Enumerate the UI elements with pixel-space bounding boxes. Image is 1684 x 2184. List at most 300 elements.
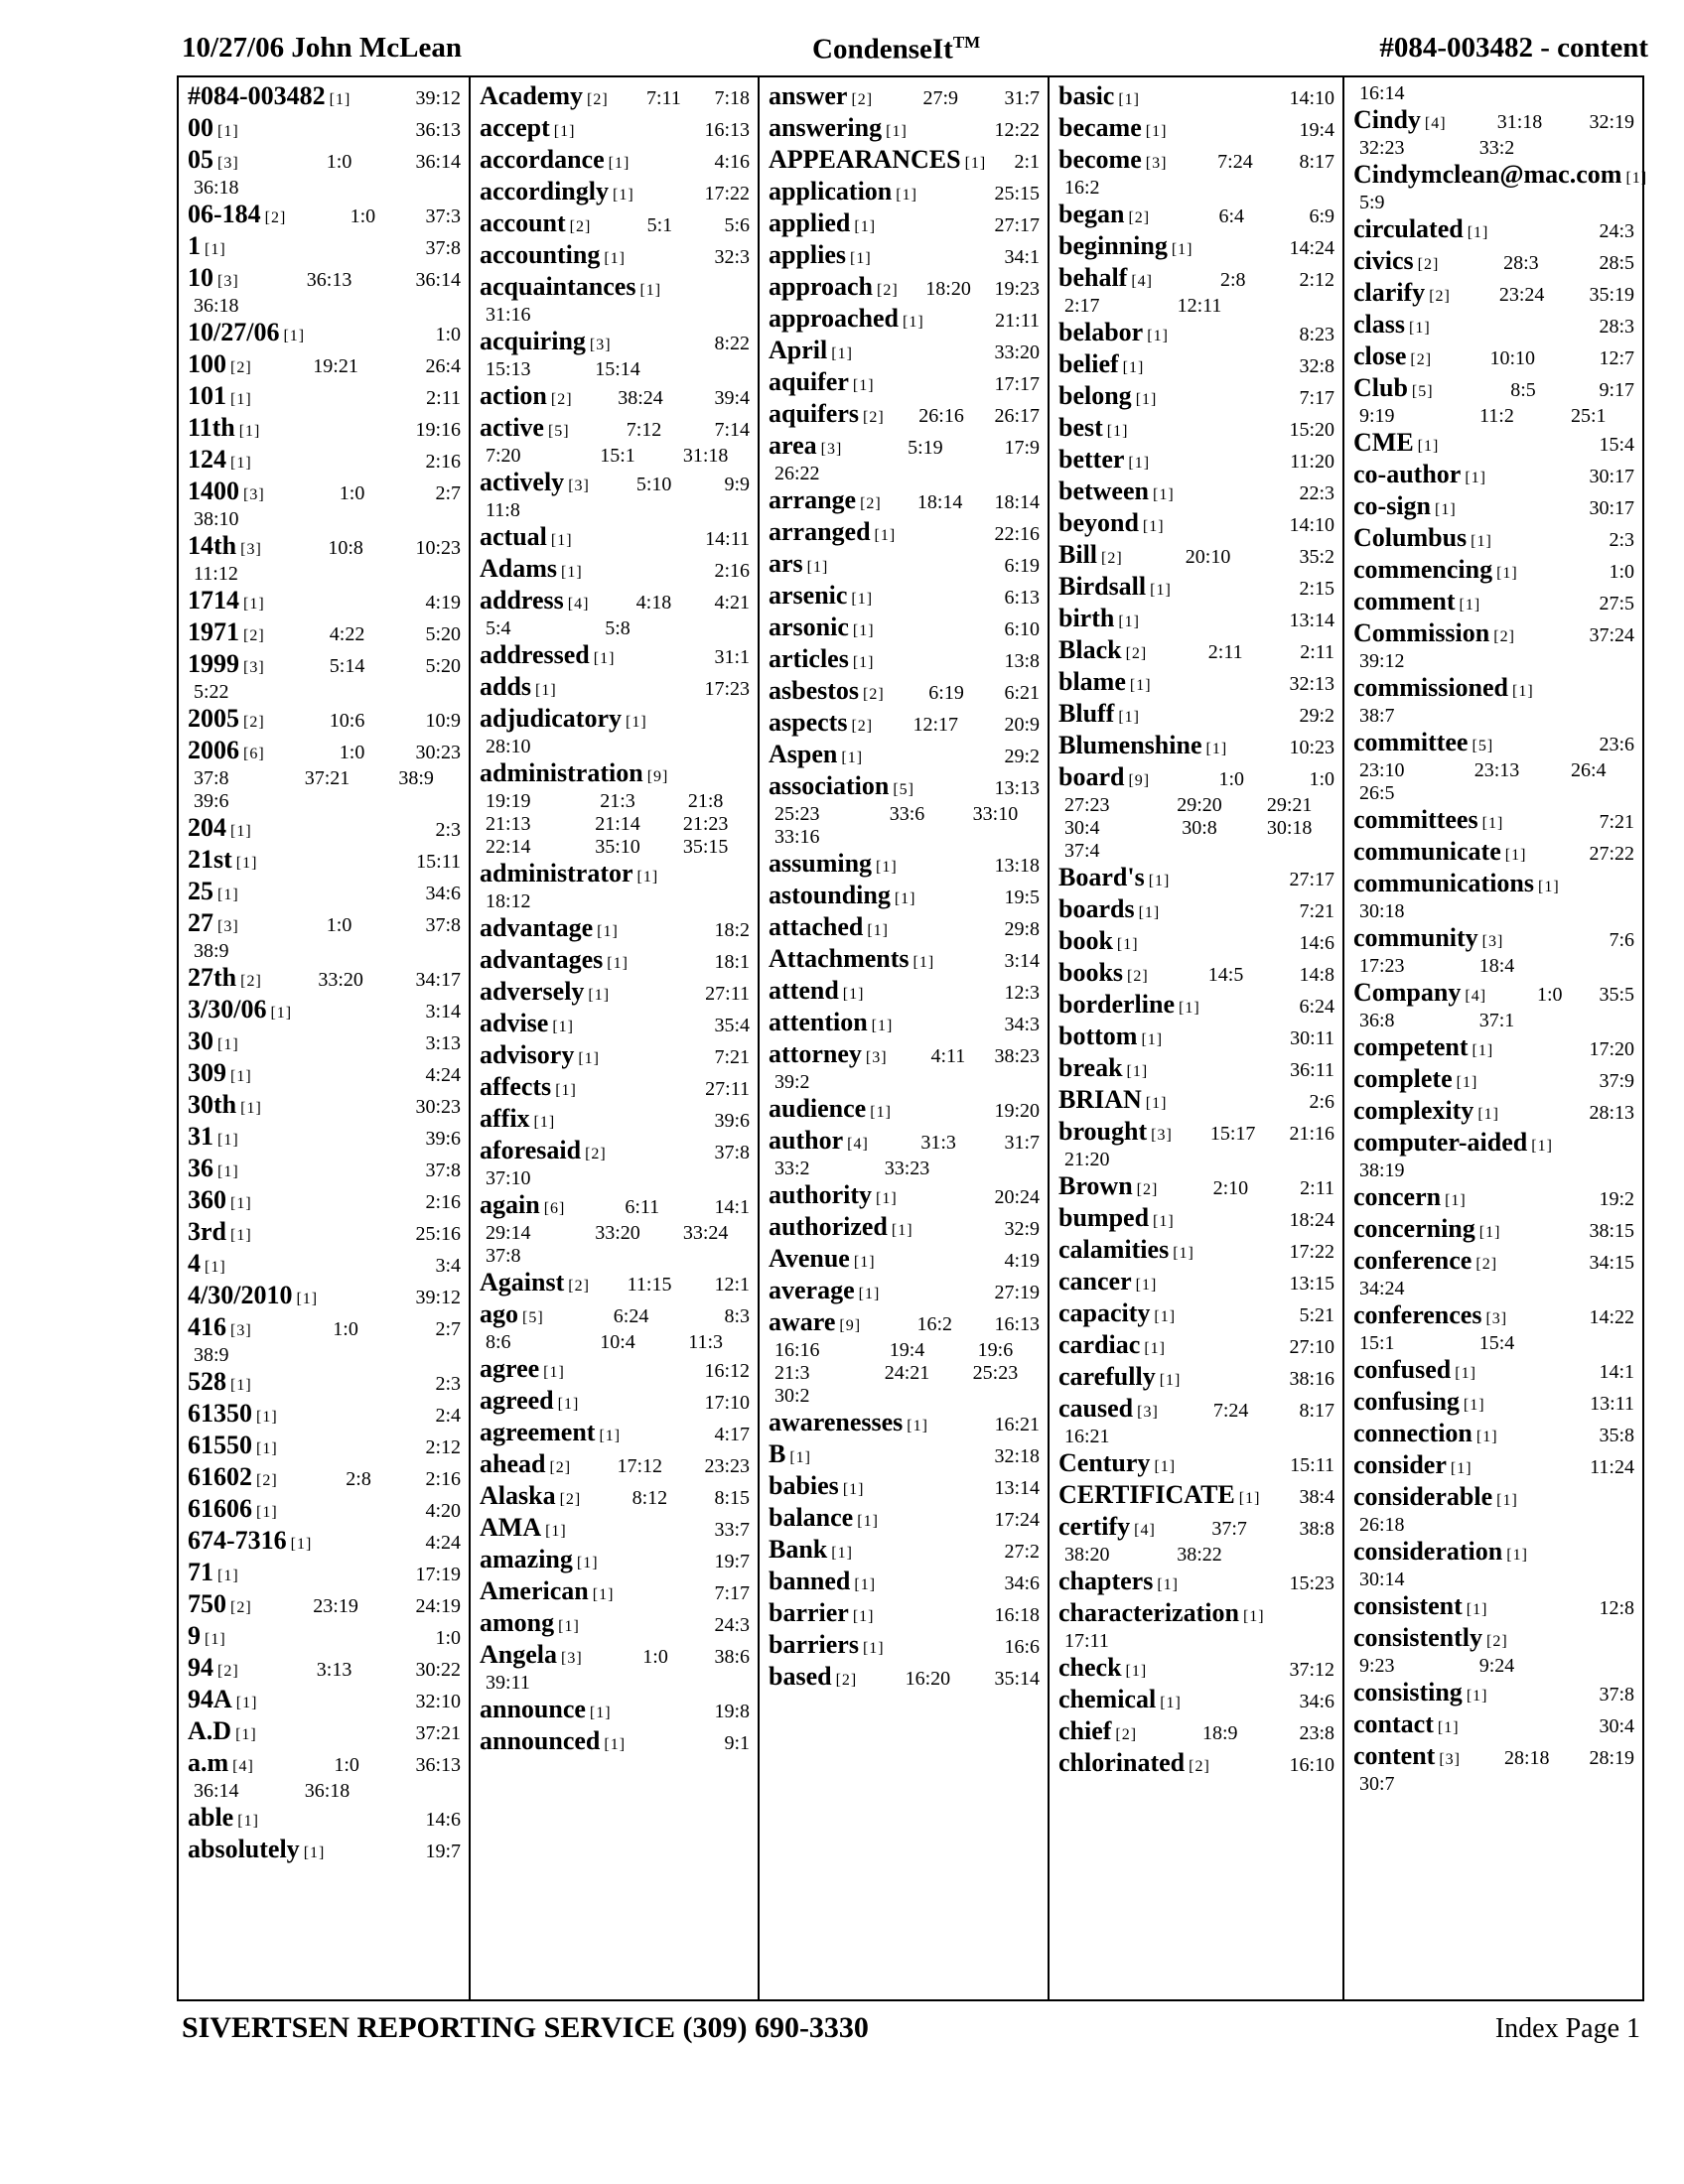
- index-entry-refs: [322, 1285, 461, 1311]
- index-entry: [1058, 1236, 1334, 1267]
- index-entry: [1353, 838, 1634, 869]
- index-count: [1]: [1459, 597, 1481, 614]
- index-count: [3]: [217, 918, 239, 935]
- index-entry-refs: [900, 521, 1040, 548]
- index-entry-refs: [1154, 449, 1334, 476]
- index-entry: [1058, 700, 1334, 731]
- index-entry-refs: [1156, 671, 1334, 698]
- index-count: [2]: [1101, 550, 1123, 567]
- index-entry-headline: [480, 641, 750, 672]
- index-term: 309 [1]: [188, 1058, 252, 1087]
- index-term: 750 [2]: [188, 1589, 252, 1618]
- index-entry-headline: [1353, 524, 1634, 555]
- index-count: [1]: [876, 859, 898, 876]
- index-entry-continuation: [769, 463, 1040, 485]
- page-line-ref: 7:21: [1599, 811, 1634, 833]
- index-entry-continuation: [769, 1339, 1040, 1362]
- index-entry: [1058, 864, 1334, 894]
- page-line-ref: 2:17: [1064, 295, 1100, 317]
- page-line-ref: 15:17: [1209, 1123, 1256, 1145]
- index-entry: [769, 709, 1040, 740]
- index-count: [1]: [576, 1555, 599, 1571]
- index-term: comment [1]: [1353, 587, 1481, 615]
- page-line-ref: 18:1: [714, 951, 750, 973]
- index-entry: [188, 814, 461, 845]
- index-entry-refs: [584, 1612, 750, 1639]
- index-entry-refs: [269, 740, 461, 766]
- index-entry-refs: [575, 1453, 750, 1480]
- index-entry: [769, 305, 1040, 336]
- index-entry-headline: [1058, 1395, 1334, 1426]
- index-term: capacity [1]: [1058, 1298, 1177, 1327]
- index-entry: [1058, 232, 1334, 263]
- index-entry: [769, 1181, 1040, 1212]
- page-line-ref: 18:4: [1478, 955, 1515, 977]
- index-count: [2]: [217, 1663, 239, 1680]
- index-term: content [3]: [1353, 1741, 1461, 1770]
- index-entry-headline: [480, 1482, 750, 1513]
- index-entry-headline: [1353, 374, 1634, 405]
- page-line-ref: 1:0: [350, 205, 376, 227]
- index-count: [1]: [588, 987, 611, 1004]
- index-entry-continuation: [1058, 1426, 1334, 1448]
- index-entry-headline: [769, 368, 1040, 399]
- index-entry-headline: [480, 705, 750, 736]
- index-count: [1]: [604, 1736, 627, 1753]
- index-entry-headline: [480, 673, 750, 704]
- index-term: adds [1]: [480, 672, 557, 701]
- index-entry-continuation: [480, 304, 750, 327]
- page-line-ref: 28:5: [1599, 252, 1634, 274]
- page-line-ref: 14:1: [714, 1196, 750, 1218]
- index-term: attached [1]: [769, 912, 889, 941]
- index-term: close [2]: [1353, 341, 1433, 370]
- page-line-ref: 12:7: [1599, 347, 1635, 369]
- index-entry-headline: [188, 650, 461, 681]
- index-entry-refs: [1144, 85, 1334, 112]
- index-entry-refs: [266, 967, 461, 994]
- index-entry-refs: [1169, 512, 1334, 539]
- index-term: based [2]: [769, 1662, 858, 1691]
- index-term: 11th [1]: [188, 413, 261, 442]
- index-entry: [1058, 959, 1334, 990]
- index-entry-refs: [1141, 1720, 1334, 1747]
- index-entry-refs: [1476, 1454, 1634, 1481]
- page-line-ref: 5:14: [329, 655, 365, 677]
- index-entry: [1058, 1204, 1334, 1235]
- index-count: [1]: [545, 1523, 567, 1540]
- index-term: agree [1]: [480, 1354, 565, 1383]
- index-entry: [480, 860, 750, 913]
- index-entry-refs: [879, 616, 1040, 643]
- index-entry-continuation: [769, 1071, 1040, 1094]
- page-line-ref: 18:9: [1201, 1722, 1238, 1744]
- page-line-ref: 34:6: [1299, 1691, 1334, 1712]
- page-line-ref: 30:4: [1599, 1715, 1634, 1737]
- index-entry-continuation: [480, 358, 750, 381]
- page-line-ref: 5:6: [724, 214, 751, 236]
- index-count: [1]: [871, 1018, 894, 1034]
- page-line-ref: 38:9: [194, 940, 229, 962]
- index-entry-headline: [188, 1836, 461, 1866]
- index-term: acquiring [3]: [480, 327, 612, 355]
- index-entry-refs: [256, 1371, 461, 1398]
- index-entry: [188, 909, 461, 963]
- page-line-ref: 14:11: [705, 528, 750, 550]
- index-entry: [1058, 763, 1334, 863]
- page-line-ref: 28:3: [1599, 316, 1634, 338]
- index-entry-refs: [282, 1466, 461, 1493]
- index-entry-refs: [329, 1839, 461, 1865]
- page-line-ref: 38:10: [194, 508, 239, 530]
- index-term: balance [1]: [769, 1503, 879, 1532]
- index-term: certify [4]: [1058, 1512, 1156, 1541]
- index-entry-headline: [188, 964, 461, 995]
- index-entry: [1353, 215, 1634, 246]
- index-count: [9]: [646, 768, 669, 785]
- index-count: [1]: [831, 345, 853, 362]
- index-count: [1]: [217, 887, 239, 903]
- index-entry: [1353, 1742, 1634, 1796]
- page-line-ref: 4:24: [425, 1532, 461, 1554]
- index-term: agreement [1]: [480, 1418, 622, 1446]
- index-entry-refs: [569, 1194, 750, 1221]
- index-entry-refs: [594, 1272, 750, 1298]
- index-term: 416 [3]: [188, 1312, 252, 1341]
- page-line-ref: 32:13: [1289, 673, 1334, 695]
- index-entry-headline: [188, 446, 461, 477]
- index-entry-headline: [769, 1277, 1040, 1307]
- index-count: [1]: [235, 855, 258, 872]
- index-entry-headline: [480, 523, 750, 554]
- index-count: [3]: [230, 1322, 252, 1339]
- index-entry-refs: [230, 1253, 461, 1280]
- index-entry-headline: [188, 1804, 461, 1835]
- index-entry: [188, 1804, 461, 1835]
- page-line-ref: 17:12: [617, 1455, 663, 1477]
- index-entry: [769, 241, 1040, 272]
- page-line-ref: 22:3: [1299, 482, 1334, 504]
- index-entry-headline: [480, 1355, 750, 1386]
- index-entry-headline: [1058, 1599, 1334, 1630]
- index-count: [1]: [593, 650, 616, 667]
- index-entry-refs: [1519, 622, 1634, 649]
- page-line-ref: 26:22: [774, 463, 820, 484]
- index-entry: [188, 705, 461, 736]
- page-line-ref: 4:20: [425, 1500, 461, 1522]
- page-line-ref: 23:23: [704, 1455, 750, 1477]
- index-entry: [1353, 106, 1634, 160]
- page-line-ref: 6:13: [1004, 587, 1040, 609]
- page-line-ref: 24:19: [415, 1595, 461, 1617]
- index-entry-headline: [1353, 1301, 1634, 1332]
- page-line-ref: 11:2: [1479, 405, 1514, 427]
- index-entry-headline: [1058, 509, 1334, 540]
- index-entry: [188, 232, 461, 263]
- index-entry-continuation: [188, 508, 461, 531]
- page-line-ref: 26:4: [1571, 759, 1607, 781]
- index-entry-headline: [1058, 1331, 1334, 1362]
- page-line-ref: 13:14: [1289, 610, 1334, 631]
- index-entry-refs: [587, 1644, 750, 1671]
- page-line-ref: 33:16: [774, 826, 820, 848]
- page-line-ref: 37:21: [415, 1722, 461, 1744]
- index-entry-refs: [261, 849, 461, 876]
- index-entry-continuation: [1353, 955, 1634, 978]
- index-entry: [480, 1105, 750, 1136]
- page-line-ref: 18:14: [994, 491, 1040, 513]
- page-line-ref: 13:11: [1590, 1393, 1634, 1415]
- index-count: [2]: [230, 359, 252, 376]
- index-entry-headline: [1058, 478, 1334, 508]
- index-entry-refs: [613, 85, 750, 112]
- index-entry-refs: [1491, 1595, 1634, 1622]
- index-entry-headline: [188, 1027, 461, 1058]
- index-entry: [1353, 806, 1634, 837]
- index-entry-headline: [769, 1504, 1040, 1535]
- index-count: [1]: [1129, 677, 1152, 694]
- page-line-ref: 27:2: [1004, 1541, 1040, 1563]
- page-line-ref: 1:0: [339, 742, 365, 763]
- index-count: [1]: [613, 187, 634, 204]
- page-line-ref: 15:11: [1290, 1454, 1334, 1476]
- index-entry: [769, 741, 1040, 771]
- index-entry-refs: [1174, 867, 1334, 893]
- index-count: [1]: [552, 1019, 574, 1035]
- index-count: [2]: [264, 209, 287, 226]
- page-line-ref: 5:20: [425, 655, 461, 677]
- index-count: [2]: [835, 1672, 858, 1689]
- index-entry-headline: [1353, 838, 1634, 869]
- index-term: 61350 [1]: [188, 1399, 278, 1428]
- page-line-ref: 13:14: [994, 1477, 1040, 1499]
- index-entry: [480, 82, 750, 113]
- page-line-ref: 1:0: [1218, 768, 1245, 790]
- index-entry: [769, 518, 1040, 549]
- index-entry-headline: [769, 82, 1040, 113]
- index-entry-refs: [883, 1507, 1040, 1534]
- index-entry-headline: [769, 305, 1040, 336]
- page-line-ref: 18:20: [925, 278, 971, 300]
- index-entry-refs: [256, 385, 461, 412]
- index-count: [1]: [217, 1568, 239, 1584]
- index-count: [9]: [839, 1317, 862, 1334]
- page-line-ref: 16:2: [1064, 177, 1100, 199]
- page-line-ref: 28:3: [1503, 252, 1539, 274]
- index-term: a.m [4]: [188, 1748, 254, 1777]
- index-entry-continuation: [1353, 759, 1634, 782]
- index-entry-headline: [188, 814, 461, 845]
- index-entry-headline: [480, 555, 750, 586]
- index-term: board [9]: [1058, 762, 1151, 791]
- page-line-ref: 33:24: [682, 1222, 729, 1244]
- index-entry-refs: [1177, 1121, 1334, 1148]
- index-entry-refs: [857, 1539, 1040, 1566]
- page-line-ref: 6:21: [1004, 682, 1041, 704]
- index-entry: [480, 114, 750, 145]
- page-line-ref: 21:14: [595, 813, 640, 835]
- index-entry-continuation: [769, 803, 1040, 826]
- page-line-ref: 16:21: [994, 1414, 1040, 1435]
- index-entry-refs: [585, 1485, 750, 1512]
- index-entry-headline: [1058, 895, 1334, 926]
- index-entry: [480, 1577, 750, 1608]
- page-line-ref: 37:8: [425, 237, 461, 259]
- page-line-ref: 3:13: [425, 1032, 461, 1054]
- index-entry-headline: [1058, 382, 1334, 413]
- index-entry-refs: [230, 235, 461, 262]
- index-count: [1]: [1512, 683, 1534, 700]
- index-entry: [480, 1073, 750, 1104]
- index-entry: [769, 1127, 1040, 1180]
- page-line-ref: 2:3: [435, 819, 461, 841]
- index-term: 360 [1]: [188, 1185, 252, 1214]
- index-term: check [1]: [1058, 1653, 1148, 1682]
- index-entry: [188, 82, 461, 113]
- index-column-5: [1342, 77, 1648, 1999]
- index-count: [4]: [1131, 273, 1153, 290]
- page-line-ref: 34:3: [1004, 1014, 1040, 1035]
- index-entry-headline: [188, 1654, 461, 1685]
- index-entry: [188, 1313, 461, 1367]
- index-entry-headline: [769, 945, 1040, 976]
- index-term: 94A [1]: [188, 1685, 258, 1713]
- index-count: [1]: [1496, 1492, 1518, 1509]
- page-line-ref: 2:7: [435, 1318, 461, 1340]
- index-entry: [1058, 478, 1334, 508]
- index-term: cancer [1]: [1058, 1267, 1158, 1296]
- index-entry-continuation: [1353, 900, 1634, 923]
- index-entry: [480, 1450, 750, 1481]
- page-line-ref: 39:6: [714, 1110, 750, 1132]
- index-count: [1]: [535, 682, 557, 699]
- index-term: became [1]: [1058, 113, 1168, 142]
- page-line-ref: 15:11: [416, 851, 461, 873]
- index-term: Angela [3]: [480, 1640, 583, 1669]
- index-term: co-sign [1]: [1353, 491, 1457, 520]
- index-entry-refs: [1504, 1218, 1634, 1245]
- index-entry-refs: [230, 1625, 461, 1652]
- index-entry: [1353, 1624, 1634, 1678]
- index-entry-refs: [1455, 282, 1634, 309]
- index-entry: [769, 82, 1040, 113]
- index-count: [1]: [1504, 847, 1527, 864]
- index-term: Bank [1]: [769, 1535, 853, 1564]
- index-entry: [769, 645, 1040, 676]
- index-term: confused [1]: [1353, 1355, 1476, 1384]
- page-line-ref: 38:7: [1359, 705, 1395, 727]
- index-entry-refs: [868, 980, 1040, 1007]
- index-count: [1]: [1450, 1460, 1473, 1477]
- page-line-ref: 18:24: [1289, 1209, 1334, 1231]
- index-entry: [1353, 924, 1634, 978]
- index-entry-headline: [480, 1387, 750, 1418]
- page-line-ref: 36:18: [194, 177, 239, 199]
- index-term: ars [1]: [769, 549, 829, 578]
- page-line-ref: 38:15: [1589, 1220, 1634, 1242]
- index-count: [1]: [217, 1132, 239, 1149]
- page-line-ref: 19:21: [313, 355, 358, 377]
- index-entry: [480, 555, 750, 586]
- index-entry-headline: [1058, 541, 1334, 572]
- index-count: [1]: [599, 1428, 622, 1444]
- index-entry-refs: [815, 1443, 1040, 1470]
- index-entry: [769, 945, 1040, 976]
- index-entry-headline: [1353, 729, 1634, 759]
- index-entry-refs: [1183, 1570, 1334, 1597]
- page-line-ref: 32:19: [1589, 111, 1635, 133]
- index-entry-headline: [188, 1463, 461, 1494]
- index-entry: [480, 759, 750, 859]
- index-entry-headline: [188, 319, 461, 349]
- index-entry: [1353, 461, 1634, 491]
- index-entry-headline: [480, 587, 750, 617]
- index-count: [1]: [903, 314, 924, 331]
- page-line-ref: 21:20: [1064, 1149, 1110, 1170]
- page-line-ref: 37:1: [1478, 1010, 1515, 1031]
- page-line-ref: 9:19: [1359, 405, 1395, 427]
- page-line-ref: 17:22: [704, 183, 750, 205]
- index-term: authorized [1]: [769, 1212, 913, 1241]
- page-line-ref: 5:20: [425, 623, 461, 645]
- index-entry-refs: [616, 1699, 750, 1725]
- index-count: [1]: [1145, 123, 1168, 140]
- index-entry-refs: [243, 1562, 461, 1588]
- index-count: [1]: [891, 1222, 913, 1239]
- index-entry-refs: [1180, 1452, 1334, 1479]
- index-count: [4]: [1424, 115, 1447, 132]
- index-term: chapters [1]: [1058, 1567, 1179, 1595]
- index-entry-headline: [188, 1527, 461, 1558]
- page-line-ref: 26:16: [918, 405, 964, 427]
- index-term: 10 [3]: [188, 263, 239, 292]
- index-term: complexity [1]: [1353, 1096, 1499, 1125]
- index-entry-refs: [309, 322, 461, 348]
- index-entry-continuation: [480, 1245, 750, 1268]
- index-entry-continuation: [1353, 1010, 1634, 1032]
- index-entry-refs: [603, 1549, 750, 1575]
- index-term: Century [1]: [1058, 1448, 1177, 1477]
- index-term: arranged [1]: [769, 517, 897, 546]
- index-entry-headline: [1058, 1749, 1334, 1780]
- page-line-ref: 23:6: [1599, 734, 1634, 755]
- index-entry: [188, 1463, 461, 1494]
- index-entry-headline: [188, 1368, 461, 1399]
- page-line-ref: 34:6: [425, 883, 461, 904]
- index-entry-headline: [188, 532, 461, 563]
- page-line-ref: 31:18: [682, 445, 729, 467]
- index-entry-refs: [1214, 1752, 1334, 1779]
- index-term: commissioned [1]: [1353, 673, 1534, 702]
- index-term: active [5]: [480, 413, 570, 442]
- index-entry-refs: [354, 85, 461, 112]
- index-term: communications [1]: [1353, 869, 1560, 897]
- index-entry: [769, 913, 1040, 944]
- index-count: [1]: [626, 714, 647, 731]
- index-entry-headline: [1353, 1033, 1634, 1064]
- index-entry-headline: [480, 1137, 750, 1167]
- page-line-ref: 1:0: [1609, 561, 1634, 583]
- page-line-ref: 10:23: [1289, 737, 1334, 758]
- page-line-ref: 23:8: [1299, 1722, 1335, 1744]
- index-term: addressed [1]: [480, 640, 616, 669]
- page-line-ref: 31:18: [1496, 111, 1543, 133]
- index-count: [1]: [862, 1640, 885, 1657]
- index-term: beginning [1]: [1058, 231, 1193, 260]
- page-line-ref: 14:6: [425, 1809, 461, 1831]
- index-entry-refs: [889, 403, 1040, 430]
- index-entry: [480, 146, 750, 177]
